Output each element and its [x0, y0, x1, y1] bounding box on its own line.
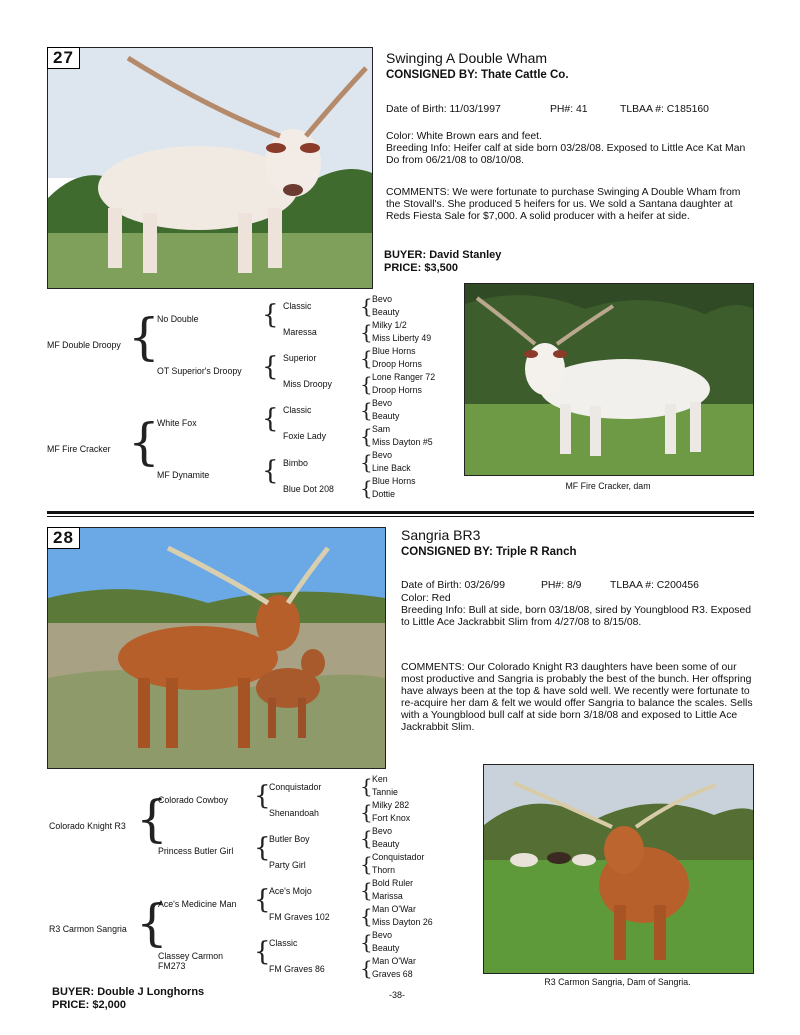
ped28-brace-g2-1: { — [254, 833, 271, 863]
ped27-gen3-3: Miss Droopy — [283, 379, 332, 389]
ped27-brace-sire: { — [128, 308, 160, 366]
ped28-gen3-3: Party Girl — [269, 860, 306, 870]
ped28-gen2-3: Classey Carmon FM273 — [158, 951, 224, 971]
ped27-gen2-2: White Fox — [157, 418, 197, 428]
ped28-gen4-5: Beauty — [372, 839, 400, 849]
lot27-ph: PH#: 41 — [550, 104, 588, 115]
ped27-brace-g2-3: { — [262, 456, 279, 486]
ped27-gen4-3: Miss Liberty 49 — [372, 333, 432, 343]
lot27-price: PRICE: $3,500 — [384, 262, 458, 274]
lot28-photo — [47, 527, 386, 769]
lot27-comments: COMMENTS: We were fortunate to purchase Swinging A Double Wham from the Stovall's. She produced 5 heifers for us. We sold a Santana daughter at Reds Fiesta Sale for $7,000. A solid producer with a heifer at side. — [386, 187, 741, 222]
ped28-gen3-5: FM Graves 102 — [269, 912, 330, 922]
lot28-price: PRICE: $2,000 — [52, 999, 126, 1011]
lot28-tlbaa: TLBAA #: C200456 — [610, 580, 699, 591]
ped27-gen4-15: Dottie — [372, 489, 395, 499]
ped27-gen4-6: Lone Ranger 72 — [372, 372, 436, 382]
ped28-gen4-9: Marissa — [372, 891, 403, 901]
ped28-brace-g3-2: { — [360, 826, 373, 850]
ped27-sire: MF Double Droopy — [47, 340, 121, 350]
ped28-gen2-2: Ace's Medicine Man — [158, 899, 237, 909]
ped27-brace-g2-0: { — [262, 300, 279, 330]
ped27-gen4-10: Sam — [372, 424, 391, 434]
lot27-photo — [47, 47, 373, 289]
ped27-gen4-12: Bevo — [372, 450, 393, 460]
section-divider-thin — [47, 516, 754, 517]
ped27-brace-g3-5: { — [360, 424, 373, 448]
ped28-gen3-7: FM Graves 86 — [269, 964, 325, 974]
ped28-gen4-10: Man O'War — [372, 904, 416, 914]
lot27-dam-photo — [464, 283, 754, 476]
ped27-brace-g3-2: { — [360, 346, 373, 370]
section-divider-thick — [47, 511, 754, 514]
ped28-brace-g3-0: { — [360, 774, 373, 798]
lot27-buyer — [384, 249, 501, 275]
ped27-gen4-14: Blue Horns — [372, 476, 416, 486]
ped27-brace-dam: { — [128, 413, 160, 471]
lot28-ph: PH#: 8/9 — [541, 580, 582, 591]
ped28-brace-dam: { — [136, 894, 168, 952]
ped28-brace-g3-4: { — [360, 878, 373, 902]
ped28-gen3-0: Conquistador — [269, 782, 322, 792]
ped28-gen4-13: Beauty — [372, 943, 400, 953]
ped28-brace-g3-3: { — [360, 852, 373, 876]
lot28-buyer — [52, 986, 204, 1012]
ped27-gen4-8: Bevo — [372, 398, 393, 408]
ped27-dam: MF Fire Cracker — [47, 444, 111, 454]
page-number: -38- — [389, 990, 406, 1000]
ped27-gen4-13: Line Back — [372, 463, 411, 473]
ped27-gen2-0: No Double — [157, 314, 199, 324]
lot27-dob: Date of Birth: 11/03/1997 — [386, 104, 501, 115]
ped28-gen4-7: Thorn — [372, 865, 395, 875]
ped28-gen2-0: Colorado Cowboy — [158, 795, 228, 805]
ped27-gen3-6: Bimbo — [283, 458, 308, 468]
ped27-gen3-4: Classic — [283, 405, 312, 415]
ped27-brace-g3-7: { — [360, 476, 373, 500]
ped28-gen3-6: Classic — [269, 938, 298, 948]
lot28-buyer-name: BUYER: Double J Longhorns — [52, 986, 205, 998]
ped28-gen4-15: Graves 68 — [372, 969, 413, 979]
ped28-gen4-4: Bevo — [372, 826, 393, 836]
lot28-dob: Date of Birth: 03/26/99 — [401, 580, 505, 591]
lot28-dam-caption: R3 Carmon Sangria, Dam of Sangria. — [544, 977, 691, 987]
ped28-gen2-1: Princess Butler Girl — [158, 846, 234, 856]
ped27-gen4-2: Milky 1/2 — [372, 320, 407, 330]
ped28-brace-g3-5: { — [360, 904, 373, 928]
ped28-brace-g3-7: { — [360, 956, 373, 980]
ped27-gen3-1: Maressa — [283, 327, 317, 337]
ped28-gen4-8: Bold Ruler — [372, 878, 414, 888]
lot28-color: Color: Red — [401, 593, 451, 604]
ped27-gen2-3: MF Dynamite — [157, 470, 210, 480]
lot27-dam-caption: MF Fire Cracker, dam — [565, 481, 651, 491]
ped28-gen4-0: Ken — [372, 774, 388, 784]
ped27-gen4-4: Blue Horns — [372, 346, 416, 356]
lot27-buyer-name: BUYER: David Stanley — [384, 249, 502, 261]
ped27-gen4-1: Beauty — [372, 307, 400, 317]
lot28-breeding: Breeding Info: Bull at side, born 03/18/08, sired by Youngblood R3. Exposed to Little Ace Jackrabbit Slim from 4/27/08 to 8/15/08. — [401, 605, 752, 628]
ped27-brace-g2-1: { — [262, 352, 279, 382]
lot28-dam-photo — [483, 764, 754, 974]
ped27-gen3-7: Blue Dot 208 — [283, 484, 334, 494]
ped27-gen4-0: Bevo — [372, 294, 393, 304]
ped27-gen4-11: Miss Dayton #5 — [372, 437, 433, 447]
ped28-gen3-1: Shenandoah — [269, 808, 319, 818]
lot27-details — [386, 131, 756, 167]
lot27-title: Swinging A Double Wham — [386, 50, 548, 66]
ped27-gen3-2: Superior — [283, 353, 317, 363]
ped28-brace-g3-6: { — [360, 930, 373, 954]
ped28-gen4-14: Man O'War — [372, 956, 416, 966]
ped27-gen2-1: OT Superior's Droopy — [157, 366, 242, 376]
ped28-gen4-1: Tannie — [372, 787, 398, 797]
lot27-color: Color: White Brown ears and feet. — [386, 131, 542, 142]
ped27-brace-g2-2: { — [262, 404, 279, 434]
ped27-gen3-5: Foxie Lady — [283, 431, 327, 441]
ped28-brace-sire: { — [136, 790, 168, 848]
lot28-comments: COMMENTS: Our Colorado Knight R3 daughters have been some of our most productive and Sangria is probably the best of the bunch. Her offspring have always been at the top & have sold well. We recently were fortunate to re-acquire her dam & felt we would offer Sangria to balance the scales. Sells with a Youngblood bull calf at side born 3/18/08 and exposed to Little Ace Jackrabbit Slim. — [401, 662, 753, 733]
ped27-gen3-0: Classic — [283, 301, 312, 311]
ped27-brace-g3-0: { — [360, 294, 373, 318]
ped28-gen4-2: Milky 282 — [372, 800, 410, 810]
lot28-title: Sangria BR3 — [401, 527, 481, 543]
ped28-gen3-2: Butler Boy — [269, 834, 310, 844]
ped28-gen3-4: Ace's Mojo — [269, 886, 312, 896]
ped28-brace-g2-0: { — [254, 781, 271, 811]
ped27-gen4-5: Droop Horns — [372, 359, 422, 369]
ped27-gen4-7: Droop Horns — [372, 385, 422, 395]
ped27-gen4-9: Beauty — [372, 411, 400, 421]
ped28-gen4-12: Bevo — [372, 930, 393, 940]
ped27-brace-g3-1: { — [360, 320, 373, 344]
ped28-gen4-6: Conquistador — [372, 852, 425, 862]
ped28-brace-g2-2: { — [254, 885, 271, 915]
lot28-details — [401, 593, 753, 629]
lot27-tlbaa: TLBAA #: C185160 — [620, 104, 709, 115]
ped27-brace-g3-6: { — [360, 450, 373, 474]
lot-number-28: 28 — [47, 527, 80, 549]
ped28-dam: R3 Carmon Sangria — [49, 924, 127, 934]
ped28-sire: Colorado Knight R3 — [49, 821, 126, 831]
ped27-brace-g3-3: { — [360, 372, 373, 396]
ped28-gen4-11: Miss Dayton 26 — [372, 917, 433, 927]
ped27-brace-g3-4: { — [360, 398, 373, 422]
lot27-breeding: Breeding Info: Heifer calf at side born 03/28/08. Exposed to Little Ace Kat Man Do from 06/21/08 to 08/10/08. — [386, 143, 746, 166]
lot-number-27: 27 — [47, 47, 80, 69]
lot28-consigned-by: CONSIGNED BY: Triple R Ranch — [401, 546, 577, 558]
lot27-consigned-by: CONSIGNED BY: Thate Cattle Co. — [386, 69, 569, 81]
ped28-brace-g3-1: { — [360, 800, 373, 824]
ped28-brace-g2-3: { — [254, 937, 271, 967]
ped28-gen4-3: Fort Knox — [372, 813, 411, 823]
